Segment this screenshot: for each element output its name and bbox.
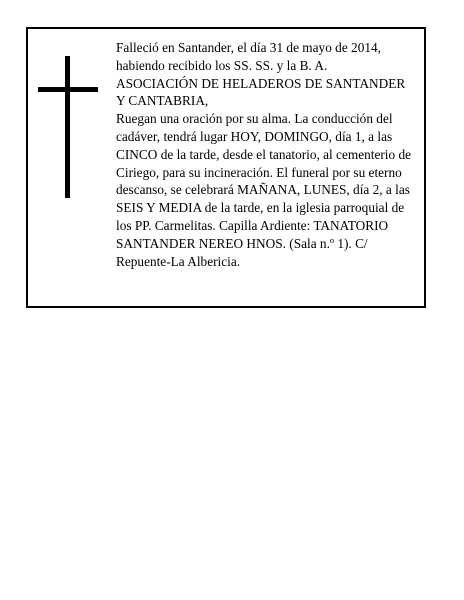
notice-text bbox=[116, 39, 421, 270]
notice-line: SANTANDER NEREO HNOS. (Sala n.º 1). C/ bbox=[116, 235, 368, 251]
notice-line: Ciriego, para su incineración. El funeral por su eterno bbox=[116, 164, 402, 180]
obituary-notice bbox=[26, 27, 426, 308]
notice-line: descanso, se celebrará MAÑANA, LUNES, día 2, a las bbox=[116, 182, 410, 198]
cross-horizontal-bar bbox=[38, 87, 98, 92]
cross-icon bbox=[38, 56, 98, 198]
notice-line: CINCO de la tarde, desde el tanatorio, al cementerio de bbox=[116, 146, 411, 162]
notice-line: cadáver, tendrá lugar HOY, DOMINGO, día 1, a las bbox=[116, 128, 393, 144]
notice-line: habiendo recibido los SS. SS. y la B. A. bbox=[116, 57, 328, 73]
notice-line: SEIS Y MEDIA de la tarde, en la iglesia parroquial de bbox=[116, 200, 405, 216]
notice-line: los PP. Carmelitas. Capilla Ardiente: TANATORIO bbox=[116, 217, 389, 233]
notice-line: Falleció en Santander, el día 31 de mayo de 2014, bbox=[116, 40, 381, 55]
notice-line: ASOCIACIÓN DE HELADEROS DE SANTANDER bbox=[116, 75, 406, 91]
notice-line: Repuente-La Albericia. bbox=[116, 253, 241, 269]
notice-line: Ruegan una oración por su alma. La conducción del bbox=[116, 111, 393, 127]
cross-vertical-bar bbox=[65, 56, 70, 198]
notice-line: Y CANTABRIA, bbox=[116, 93, 209, 109]
